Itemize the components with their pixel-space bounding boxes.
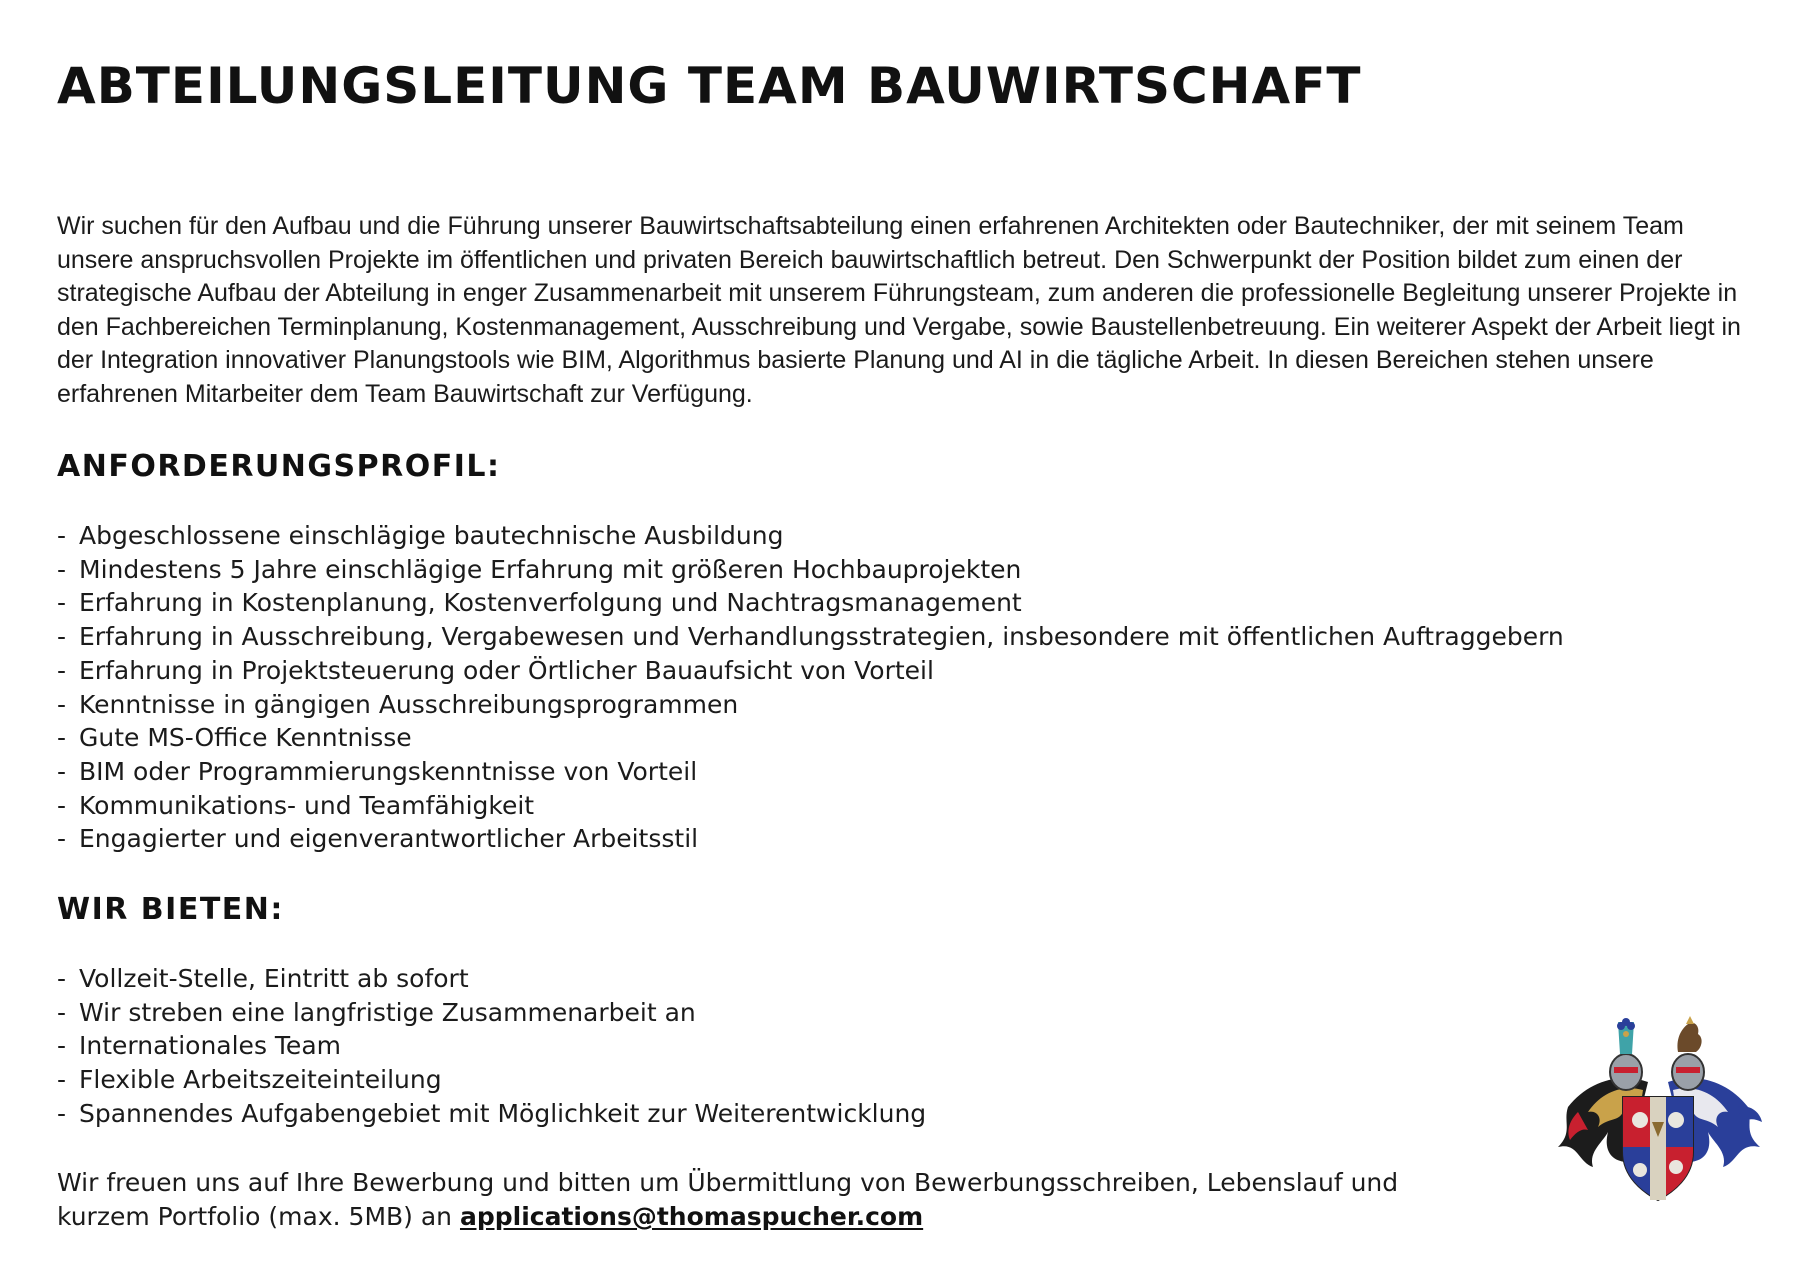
list-item <box>57 996 926 1030</box>
list-item <box>57 553 1564 587</box>
requirements-list <box>57 519 1564 856</box>
list-item-text: Erfahrung in Ausschreibung, Vergabewesen und Verhandlungsstrategien, insbesondere mit öffentlichen Auftraggebern <box>79 622 1564 652</box>
job-posting <box>57 52 1757 1231</box>
list-marker: - <box>57 1098 67 1128</box>
list-item-text: Erfahrung in Kostenplanung, Kostenverfolgung und Nachtragsmanagement <box>79 588 1022 618</box>
offer-heading: WIR BIETEN: <box>57 892 284 927</box>
list-item-text: Kenntnisse in gängigen Ausschreibungsprogrammen <box>79 689 739 719</box>
closing-text: Wir freuen uns auf Ihre Bewerbung und bitten um Übermittlung von Bewerbungsschreiben, Lebenslauf und kurzem Portfolio (max. 5MB) an <box>57 1168 1399 1231</box>
list-marker: - <box>57 1031 67 1061</box>
email-link[interactable]: applications@thomaspucher.com <box>459 1201 924 1231</box>
list-item-text: Abgeschlossene einschlägige bautechnische Ausbildung <box>79 521 784 550</box>
list-item-text: Mindestens 5 Jahre einschlägige Erfahrung mit größeren Hochbauprojekten <box>79 554 1022 584</box>
list-item-text: Wir streben eine langfristige Zusammenarbeit an <box>79 997 696 1027</box>
list-item-text: Engagierter und eigenverantwortlicher Arbeitsstil <box>79 824 699 854</box>
coat-of-arms-icon <box>1548 1012 1768 1207</box>
list-item <box>57 755 1564 789</box>
list-marker: - <box>57 790 67 820</box>
list-marker: - <box>57 756 67 786</box>
list-marker: - <box>57 723 67 753</box>
list-item-text: Erfahrung in Projektsteuerung oder Örtlicher Bauaufsicht von Vorteil <box>79 655 934 685</box>
list-item <box>57 688 1564 722</box>
list-item-text: Kommunikations- und Teamfähigkeit <box>79 790 535 820</box>
requirements-heading: ANFORDERUNGSPROFIL: <box>57 449 501 484</box>
list-marker: - <box>57 655 67 685</box>
list-marker: - <box>57 964 67 993</box>
list-item-text: Internationales Team <box>79 1031 341 1061</box>
list-item <box>57 962 926 996</box>
list-marker: - <box>57 824 67 854</box>
list-marker: - <box>57 689 67 719</box>
intro-paragraph: Wir suchen für den Aufbau und die Führung unserer Bauwirtschaftsabteilung einen erfahrenen Architekten oder Bautechniker, der mit seinem Team unsere anspruchsvollen Projekte im öffentlichen und privaten Bereich bauwirtschaftlich betreut. Den Schwerpunkt der Position bildet zum einen der strategische Aufbau der Abteilung in enger Zusammenarbeit mit unserem Führungsteam, zum anderen die professionelle Begleitung unserer Projekte in den Fachbereichen Terminplanung, Kostenmanagement, Ausschreibung und Vergabe, sowie Baustellenbetreuung. Ein weiterer Aspekt der Arbeit liegt in der Integration innovativer Planungstools wie BIM, Algorithmus basierte Planung und AI in die tägliche Arbeit. In diesen Bereichen stehen unsere erfahrenen Mitarbeiter dem Team Bauwirtschaft zur Verfügung. <box>57 212 1741 408</box>
list-item <box>57 789 1564 823</box>
list-item <box>57 1063 926 1097</box>
list-item <box>57 654 1564 688</box>
list-item-text: Flexible Arbeitszeiteinteilung <box>79 1065 442 1095</box>
list-item <box>57 1097 926 1131</box>
list-marker: - <box>57 622 67 652</box>
list-marker: - <box>57 1065 67 1095</box>
list-item <box>57 822 1564 856</box>
list-item-text: Spannendes Aufgabengebiet mit Möglichkeit zur Weiterentwicklung <box>79 1098 927 1128</box>
offer-list <box>57 962 926 1131</box>
list-item-text: Gute MS-Office Kenntnisse <box>79 723 412 753</box>
list-item <box>57 721 1564 755</box>
list-marker: - <box>57 997 67 1027</box>
list-item-text: BIM oder Programmierungskenntnisse von Vorteil <box>79 756 698 786</box>
list-marker: - <box>57 521 67 550</box>
list-item <box>57 519 1564 553</box>
closing-paragraph <box>57 1166 1457 1233</box>
page-title: ABTEILUNGSLEITUNG TEAM BAUWIRTSCHAFT <box>57 57 1362 115</box>
list-item-text: Vollzeit-Stelle, Eintritt ab sofort <box>79 964 469 993</box>
list-item <box>57 620 1564 654</box>
list-marker: - <box>57 554 67 584</box>
list-item <box>57 586 1564 620</box>
list-item <box>57 1029 926 1063</box>
list-marker: - <box>57 588 67 618</box>
